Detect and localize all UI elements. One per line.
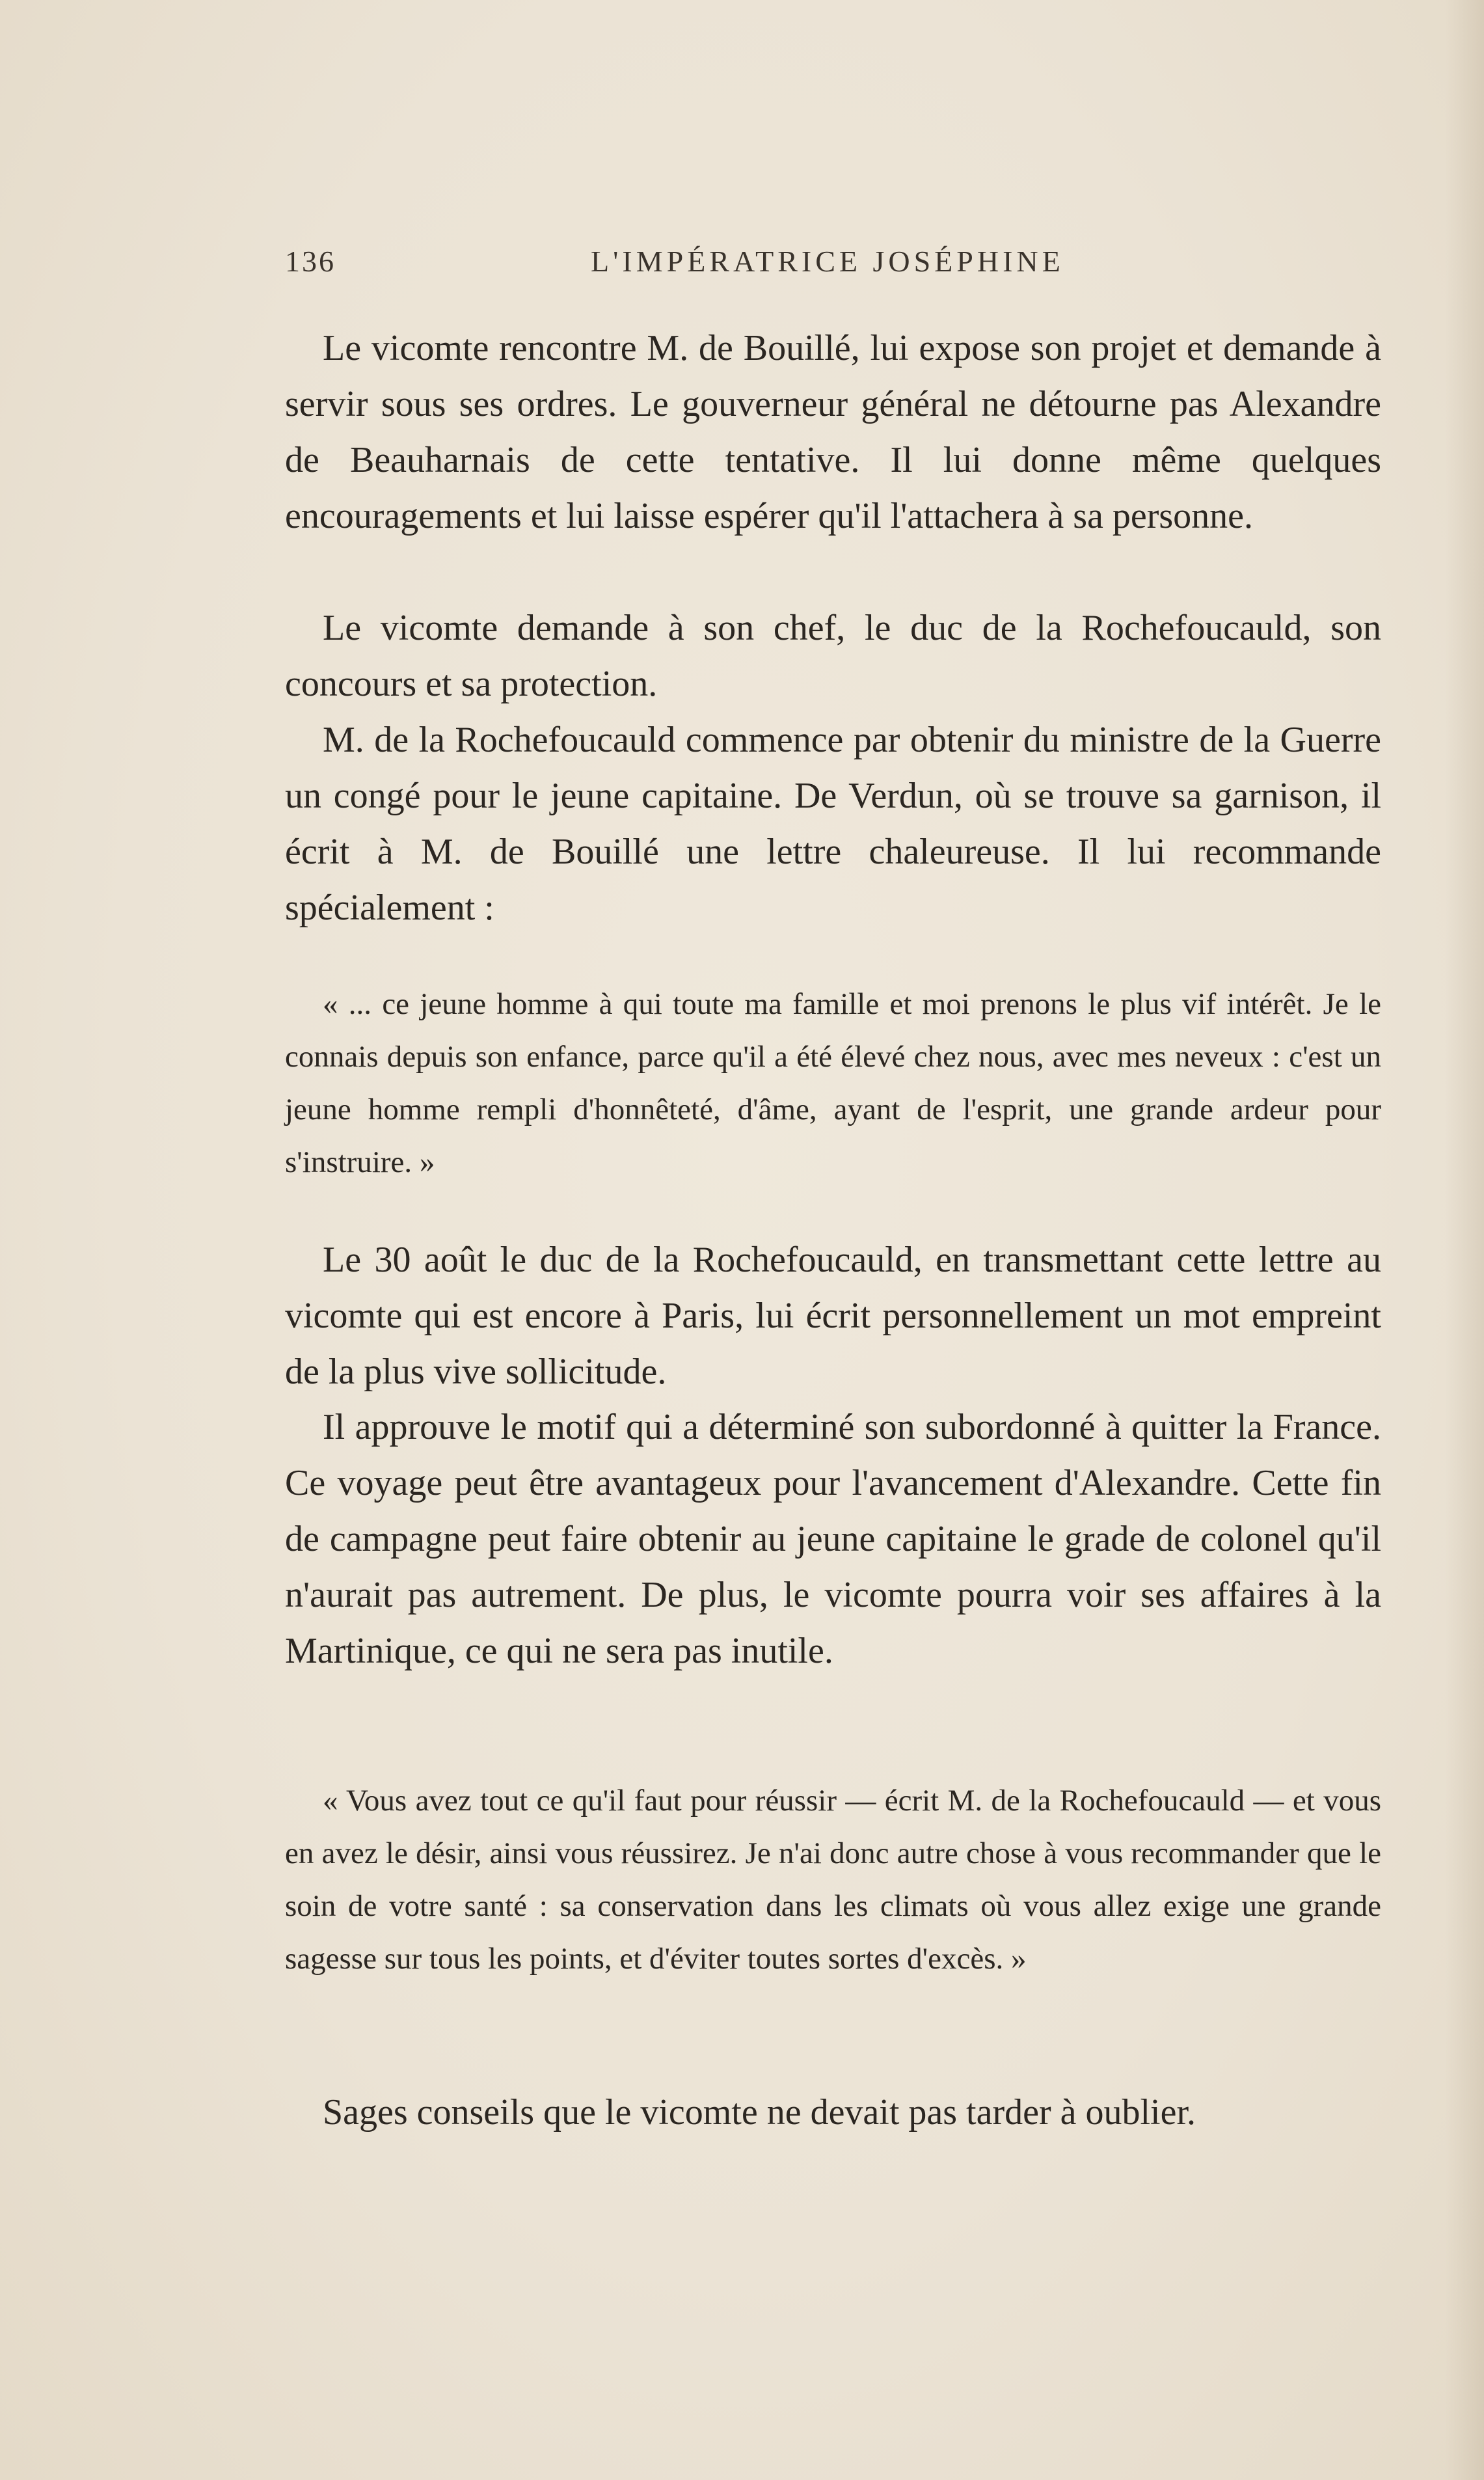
paragraph-2: Le vicomte demande à son chef, le duc de la Rochefoucauld, son concours et sa protection. <box>285 608 1381 704</box>
quote-2: « Vous avez tout ce qu'il faut pour réussir — écrit M. de la Rochefoucauld — et vous en avez le désir, ainsi vous réussirez. Je n'ai donc autre chose à vous recommander que le soin de votre santé : sa conservation dans les climats où vous allez exige une grande sagesse sur tous les points, et d'éviter toutes sortes d'excès. » <box>285 1784 1381 1976</box>
paragraph-6-block <box>285 2084 1381 2140</box>
paragraph-3: M. de la Rochefoucauld commence par obtenir du ministre de la Guerre un congé pour le jeune capitaine. De Verdun, où se trouve sa garnison, il écrit à M. de Bouillé une lettre chaleureuse. Il lui recommande spécialement : <box>285 720 1381 928</box>
paragraph-4: Le 30 août le duc de la Rochefoucauld, en transmettant cette lettre au vicomte qui est encore à Paris, lui écrit personnellement un mot empreint de la plus vive sollicitude. <box>285 1240 1381 1392</box>
paragraph-5: Il approuve le motif qui a déterminé son subordonné à quitter la France. Ce voyage peut être avantageux pour l'avancement d'Alexandre. Cette fin de campagne peut faire obtenir au jeune capitaine le grade de colonel qu'il n'aurait pas autrement. De plus, le vicomte pourra voir ses affaires à la Martinique, ce qui ne sera pas inutile. <box>285 1407 1381 1671</box>
paragraph-4-block <box>285 1232 1381 1400</box>
paragraph-6: Sages conseils que le vicomte ne devait pas tarder à oublier. <box>323 2092 1196 2133</box>
paragraph-1-block <box>285 320 1381 544</box>
paragraph-2-block <box>285 600 1381 712</box>
page-number: 136 <box>285 245 336 278</box>
page-header <box>285 244 1384 283</box>
paragraph-5-block <box>285 1399 1381 1679</box>
quote-1: « ... ce jeune homme à qui toute ma famille et moi prenons le plus vif intérêt. Je le connais depuis son enfance, parce qu'il a été élevé chez nous, avec mes neveux : c'est un jeune homme rempli d'honnêteté, d'âme, ayant de l'esprit, une grande ardeur pour s'instruire. » <box>285 987 1381 1179</box>
paragraph-3-block <box>285 712 1381 936</box>
quote-2-block <box>285 1775 1381 1985</box>
paragraph-1: Le vicomte rencontre M. de Bouillé, lui expose son projet et demande à servir sous ses ordres. Le gouverneur général ne détourne pas Alexandre de Beauharnais de cette tentative. Il lui donne même quelques encouragements et lui laisse espérer qu'il l'attachera à sa personne. <box>285 328 1381 536</box>
running-title: L'IMPÉRATRICE JOSÉPHINE <box>591 245 1064 278</box>
page-edge-shadow <box>1445 0 1484 2480</box>
quote-1-block <box>285 978 1381 1189</box>
